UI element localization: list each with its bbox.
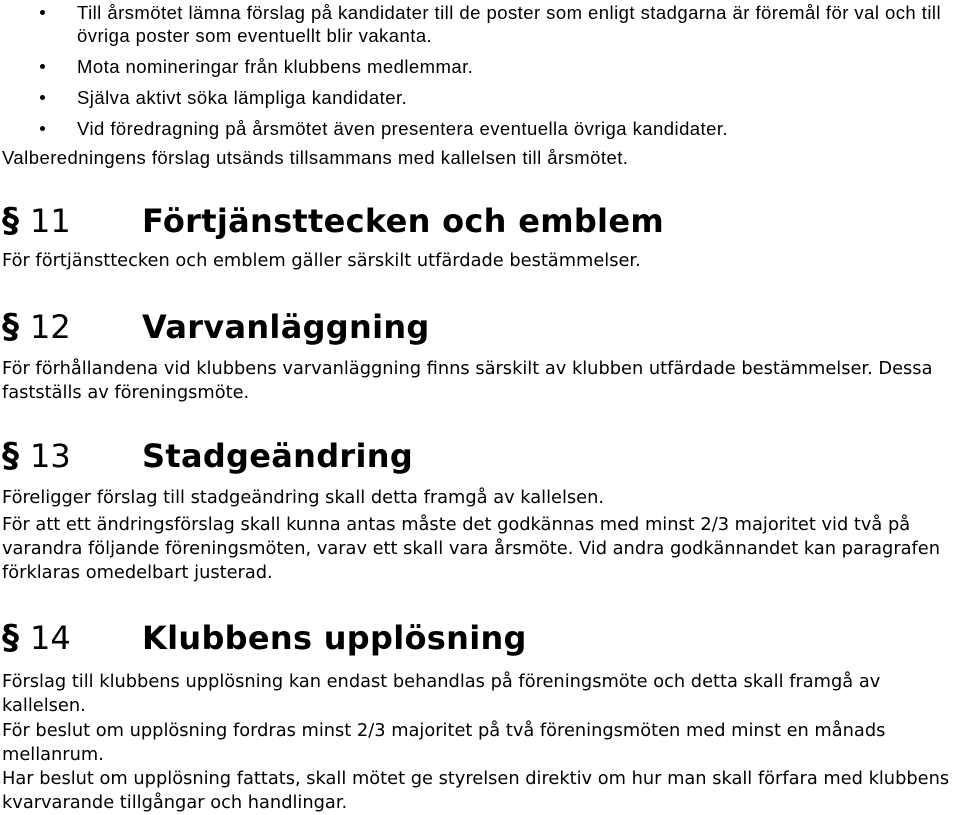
bullet-dot-icon xyxy=(40,64,45,69)
section-14 xyxy=(0,614,960,815)
section-paragraph: Har beslut om upplösning fattats, skall mötet ge styrelsen direktiv om hur man skall förfara med klubbens kvarvarande tillgångar och handlingar. xyxy=(2,768,950,813)
section-title: Stadgeändring xyxy=(142,437,414,475)
section-paragraph: Förslag till klubbens upplösning kan endast behandlas på föreningsmöte och detta skall framgå av kallelsen. xyxy=(2,671,881,716)
section-heading xyxy=(0,614,960,662)
bullet-dot-icon xyxy=(40,126,45,131)
bullet-item xyxy=(0,1,957,47)
bullet-item xyxy=(0,55,957,78)
section-number: 11 xyxy=(30,202,71,240)
section-title: Förtjänsttecken och emblem xyxy=(142,202,664,240)
section-sign: § xyxy=(2,307,19,347)
section-heading xyxy=(0,432,960,480)
section-sign: § xyxy=(2,201,19,241)
bullet-item xyxy=(0,117,957,140)
section-sign: § xyxy=(2,436,19,476)
section-paragraph: För förhållandena vid klubbens varvanläggning finns särskilt av klubben utfärdade bestämmelser. Dessa fastställs av föreningsmöte. xyxy=(2,358,933,403)
section-paragraph: För beslut om upplösning fordras minst 2/3 majoritet på två föreningsmöten med minst en månads mellanrum. xyxy=(2,720,886,765)
section-paragraph: För att ett ändringsförslag skall kunna antas måste det godkännas med minst 2/3 majoritet vid två på varandra följande föreningsmöten, varav ett skall vara årsmöte. Vid andra godkännandet kan paragrafen förklaras omedelbart justerad. xyxy=(2,514,941,583)
duties-bullet-list xyxy=(0,1,960,140)
section-sign: § xyxy=(2,618,19,658)
section-13 xyxy=(0,432,960,585)
bullet-text: Själva aktivt söka lämpliga kandidater. xyxy=(77,87,408,108)
bullet-dot-icon xyxy=(40,95,45,100)
section-title: Varvanläggning xyxy=(142,308,430,346)
section-heading xyxy=(0,303,960,351)
section-11 xyxy=(0,197,960,273)
section-paragraph: Föreligger förslag till stadgeändring skall detta framgå av kallelsen. xyxy=(2,487,605,508)
section-heading xyxy=(0,197,960,245)
intro-block xyxy=(0,0,960,169)
intro-closing-text: Valberedningens förslag utsänds tillsammans med kallelsen till årsmötet. xyxy=(2,147,629,168)
bullet-text: Mota nomineringar från klubbens medlemmar. xyxy=(77,56,474,77)
section-number: 13 xyxy=(30,437,71,475)
bullet-text: Vid föredragning på årsmötet även presentera eventuella övriga kandidater. xyxy=(77,118,729,139)
section-number: 14 xyxy=(30,619,71,657)
bullet-text: Till årsmötet lämna förslag på kandidater till de poster som enligt stadgarna är föremål för val och till övriga poster som eventuellt blir vakanta. xyxy=(77,2,942,46)
section-number: 12 xyxy=(30,308,71,346)
bullet-dot-icon xyxy=(40,10,45,15)
section-title: Klubbens upplösning xyxy=(142,619,527,657)
bullet-item xyxy=(0,86,957,109)
section-paragraph: För förtjänsttecken och emblem gäller särskilt utfärdade bestämmelser. xyxy=(2,250,641,271)
section-12 xyxy=(0,303,960,405)
